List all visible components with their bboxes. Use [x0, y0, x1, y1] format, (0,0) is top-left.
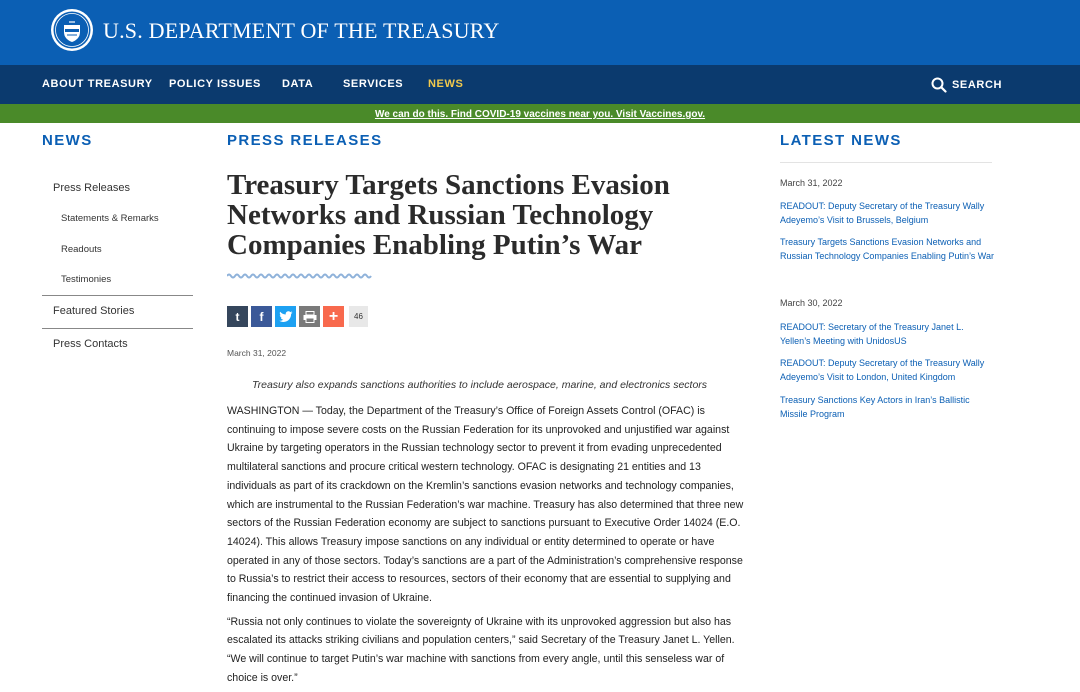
twitter-icon	[279, 311, 293, 323]
site-header	[0, 0, 1080, 65]
nav-about-treasury[interactable]: ABOUT TREASURY	[42, 78, 153, 90]
news-date: March 30, 2022	[780, 298, 843, 308]
vaccines-link[interactable]: We can do this. Find COVID-19 vaccines near you. Visit Vaccines.gov.	[374, 109, 706, 120]
print-icon	[303, 311, 317, 323]
tumblr-share-button[interactable]	[227, 306, 248, 327]
facebook-icon: f	[259, 309, 264, 324]
article-paragraph: WASHINGTON — Today, the Department of the Treasury’s Office of Foreign Assets Control (OFAC) is continuing to impose severe costs on the Russian Federation for its unprovoked and unjustified war against Ukraine by targeting operators in the Russian technology sector to prevent it from evading unprecedented multilateral sanctions and procure critical western technology. OFAC is designating 21 entities and 13 individuals as part of its crackdown on the Kremlin’s sanctions evasion networks and technology companies, which are instrumental to the Russian Federation’s war machine. Treasury has also determined that three new sectors of the Russian Federation economy are subject to sanctions pursuant to Executive Order 14024 (E.O. 14024). This allows Treasury impose sanctions on any individual or entity determined to operate or have operated in any of those sectors. Today’s sanctions are a part of the Administration’s comprehensive response to Russia’s to restrict their access to resources, sectors of their economy that are essential to supplying and financing the continued invasion of Ukraine.	[227, 405, 744, 605]
tumblr-icon: t	[235, 309, 240, 324]
latest-news-heading[interactable]: LATEST NEWS	[780, 132, 902, 149]
article-body	[227, 402, 749, 692]
twitter-share-button[interactable]	[275, 306, 296, 327]
latest-news-divider	[780, 162, 992, 163]
nav-data[interactable]: DATA	[282, 78, 314, 90]
title-underline-decoration	[227, 273, 372, 279]
add-icon: +	[328, 307, 339, 325]
sidebar-item-readouts[interactable]: Readouts	[61, 244, 102, 255]
sidebar-item-press-releases[interactable]: Press Releases	[53, 182, 131, 194]
search-icon	[931, 77, 947, 93]
section-heading[interactable]: PRESS RELEASES	[227, 132, 383, 149]
nav-news[interactable]: NEWS	[428, 78, 464, 90]
share-count: 46	[349, 306, 368, 327]
sidebar-item-testimonies[interactable]: Testimonies	[61, 274, 112, 285]
sidebar-divider	[42, 295, 193, 296]
add-share-button[interactable]	[323, 306, 344, 327]
article-paragraph: “Russia not only continues to violate the sovereignty of Ukraine with its unprovoked aggression but also has escalated its attacks striking civilians and population centers,” said Secretary of the Treasury Janet L. Yellen. “We will continue to target Putin’s war machine with sanctions from every angle, until this senseless war of choice is over.”	[227, 615, 735, 684]
nav-services[interactable]: SERVICES	[343, 78, 404, 90]
share-bar	[227, 306, 368, 327]
print-button[interactable]	[299, 306, 320, 327]
news-link[interactable]: Treasury Targets Sanctions Evasion Networks and Russian Technology Companies Enabling Putin’s War	[780, 237, 994, 261]
sidebar-item-press-contacts[interactable]: Press Contacts	[53, 338, 128, 350]
news-date: March 31, 2022	[780, 178, 843, 188]
sidebar-item-statements-remarks[interactable]: Statements & Remarks	[61, 213, 159, 224]
news-link[interactable]: Treasury Sanctions Key Actors in Iran’s Ballistic Missile Program	[780, 395, 970, 419]
sidebar-divider	[42, 328, 193, 329]
article-date: March 31, 2022	[227, 348, 287, 358]
covid-banner	[0, 104, 1080, 123]
nav-policy-issues[interactable]: POLICY ISSUES	[169, 78, 261, 90]
article-subtitle: Treasury also expands sanctions authorities to include aerospace, marine, and electronics sectors	[252, 379, 708, 391]
search-label: SEARCH	[952, 79, 1003, 91]
sidebar-heading[interactable]: NEWS	[42, 132, 93, 149]
news-link[interactable]: READOUT: Secretary of the Treasury Janet L. Yellen’s Meeting with UnidosUS	[780, 322, 964, 346]
main-nav	[0, 65, 1080, 104]
treasury-seal-icon[interactable]	[50, 8, 94, 52]
article-title: Treasury Targets Sanctions Evasion Networks and Russian Technology Companies Enabling Putin’s War	[227, 169, 670, 261]
news-link[interactable]: READOUT: Deputy Secretary of the Treasury Wally Adeyemo’s Visit to Brussels, Belgium	[780, 201, 985, 225]
news-link[interactable]: READOUT: Deputy Secretary of the Treasury Wally Adeyemo’s Visit to London, United Kingdom	[780, 358, 985, 382]
search-button[interactable]	[931, 75, 1002, 95]
sidebar-item-featured-stories[interactable]: Featured Stories	[53, 305, 135, 317]
site-title[interactable]: U.S. DEPARTMENT OF THE TREASURY	[103, 18, 500, 43]
facebook-share-button[interactable]	[251, 306, 272, 327]
